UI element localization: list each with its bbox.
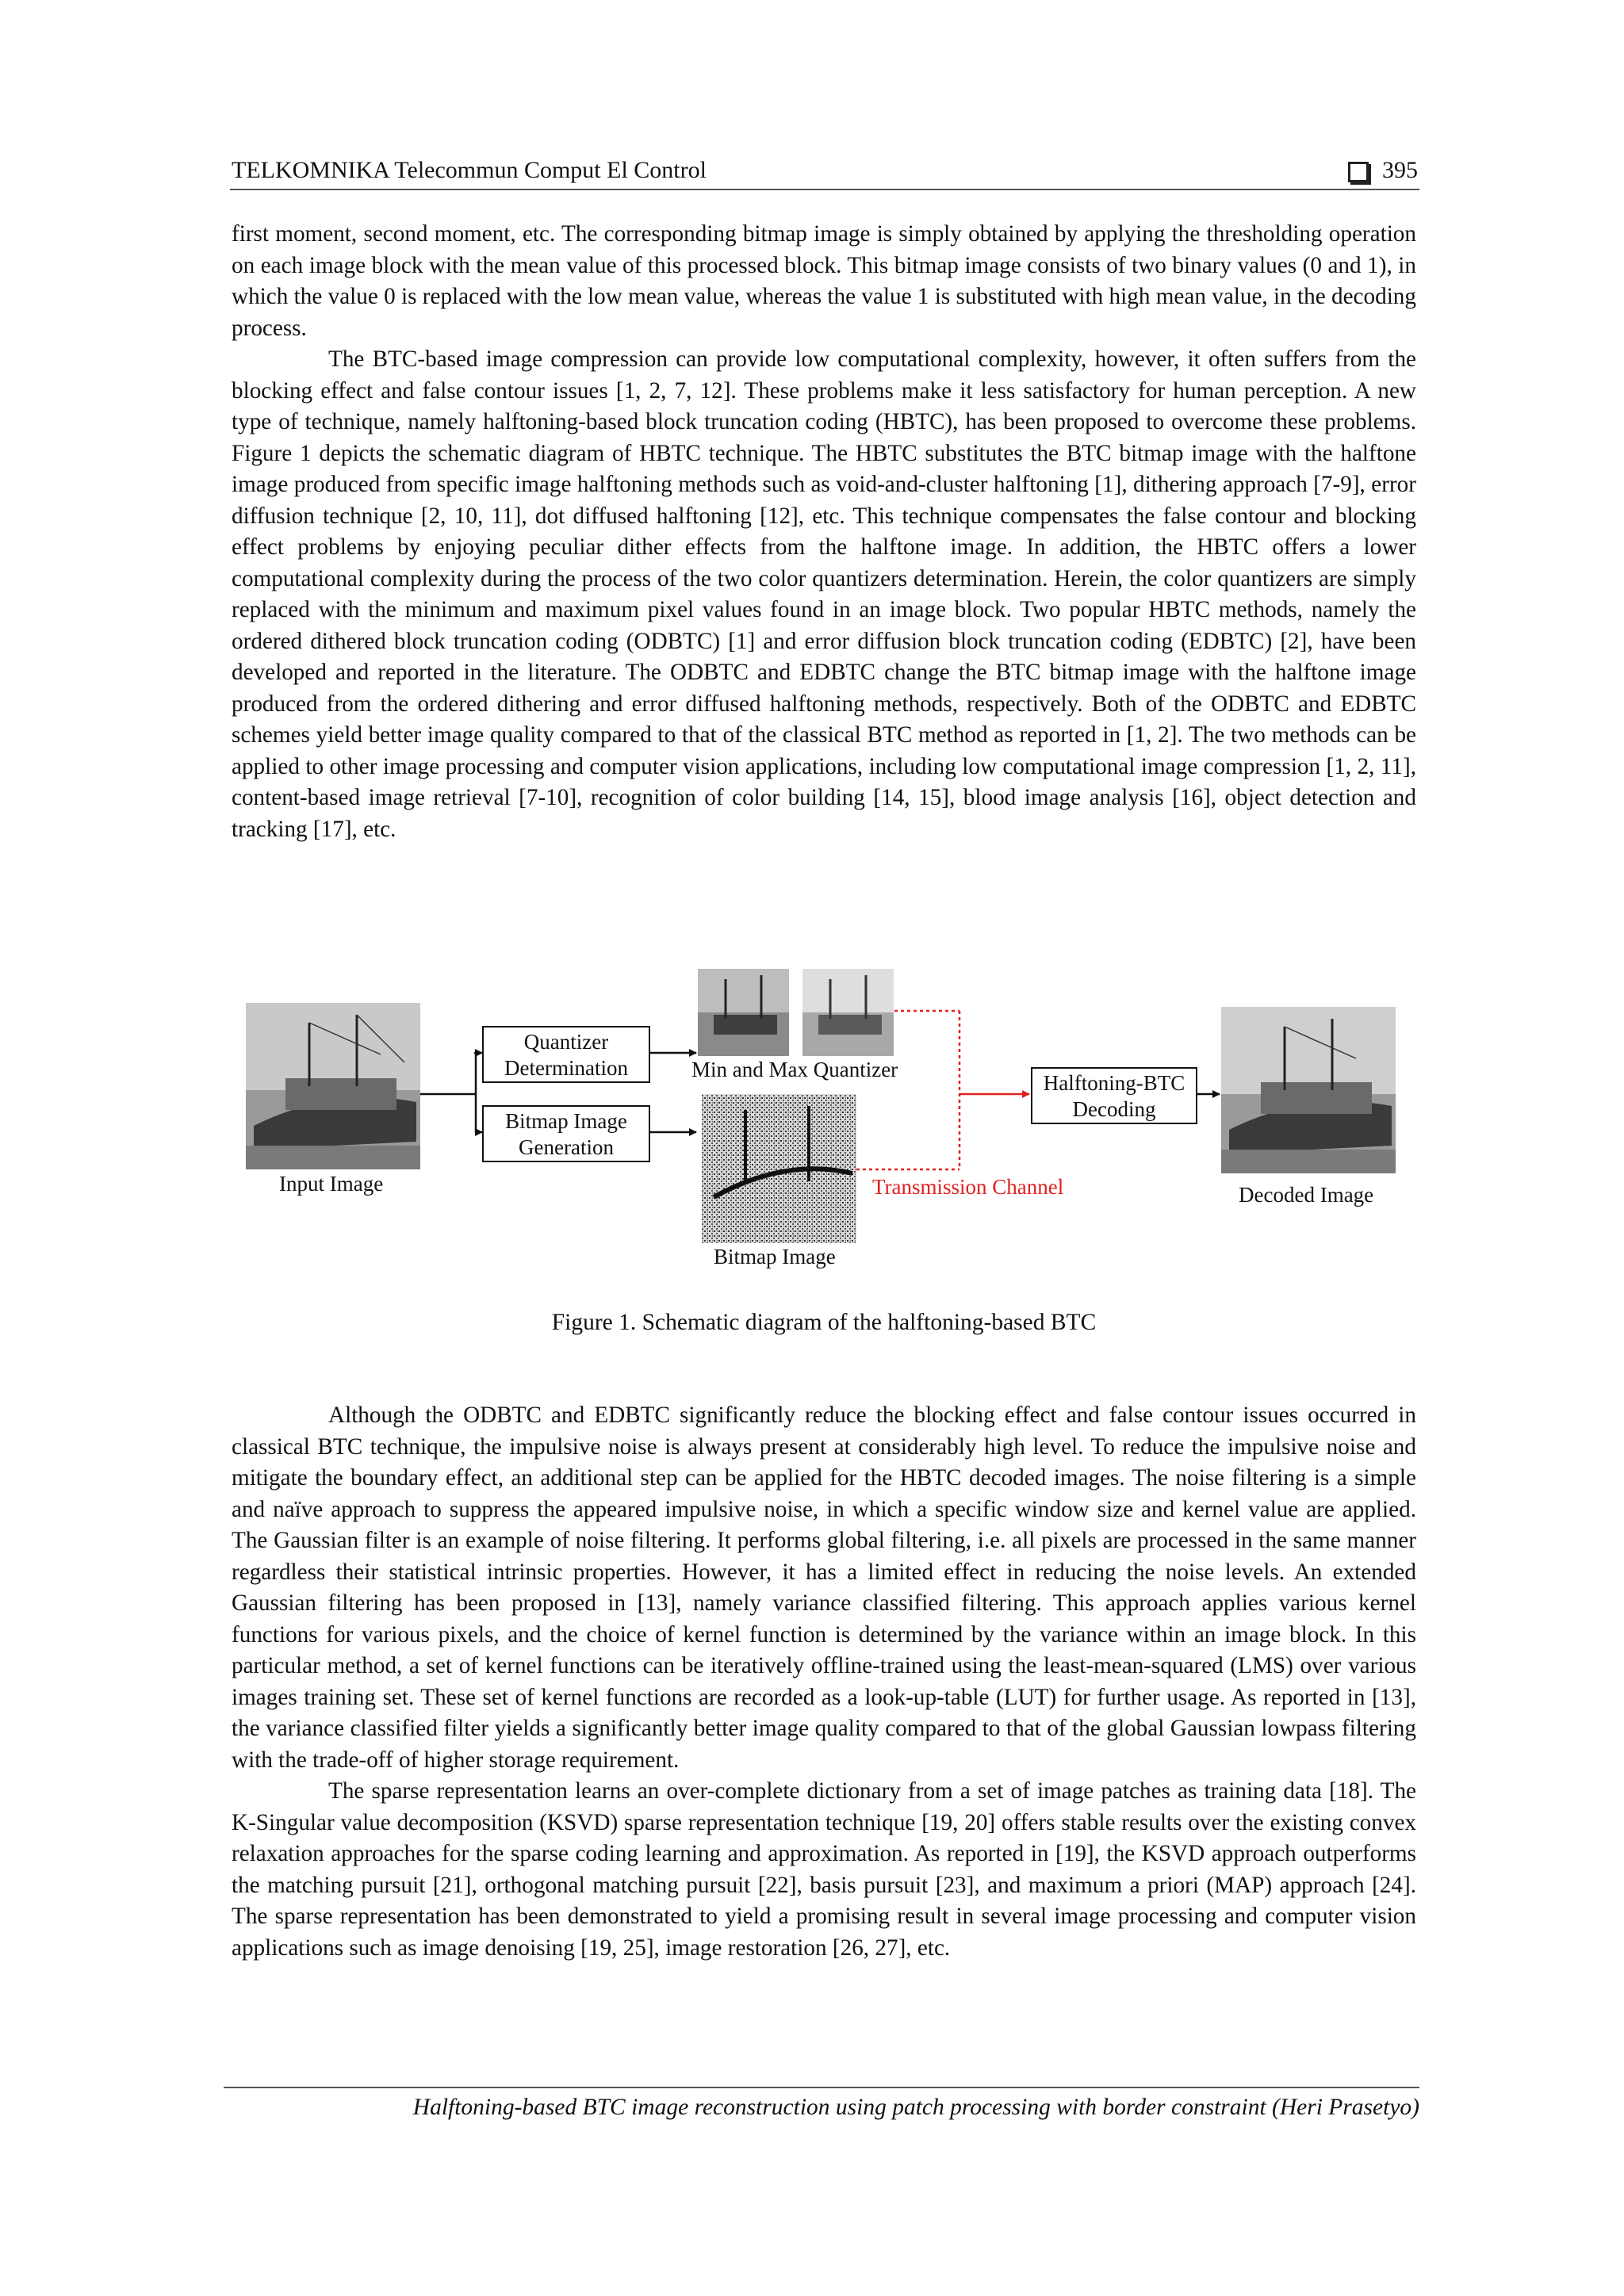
decoded-image-label: Decoded Image — [1239, 1183, 1374, 1207]
paragraph: Although the ODBTC and EDBTC significantly reduce the blocking effect and false contour issues occurred in classical BTC technique, the impulsive noise is always present at considerably high level. To reduce the impulsive noise and mitigate the boundary effect, an additional step can be applied for the HBTC decoded images. The noise filtering is a simple and naïve approach to suppress the appeared impulsive noise, in which a specific window size and kernel value are applied. The Gaussian filter is an example of noise filtering. It performs global filtering, i.e. all pixels are processed in the same manner regardless their statistical intrinsic properties. However, it has a limited effect in reducing the noise levels. An extended Gaussian filtering has been proposed in [13], namely variance classified filtering. This approach applies various kernel functions for various pixels, and the choice of kernel function is determined by the variance within an image block. In this particular method, a set of kernel functions can be iteratively offline-trained using the least-mean-squared (LMS) over various images training set. These set of kernel functions are recorded as a look-up-table (LUT) for further usage. As reported in [13], the variance classified filter yields a significantly better image quality compared to that of the global Gaussian lowpass filtering with the trade-off of higher storage requirement. — [232, 1402, 1416, 1773]
input-image — [246, 1003, 420, 1169]
decoded-image — [1221, 1007, 1396, 1173]
body-section-1 — [232, 219, 1416, 845]
paragraph: first moment, second moment, etc. The corresponding bitmap image is simply obtained by applying the thresholding operation on each image block with the mean value of this processed block. This bitmap image consists of two binary values (0 and 1), in which the value 0 is replaced with the low mean value, whereas the value 1 is substituted with high mean value, in the decoding process. — [232, 221, 1416, 341]
max-quantizer-image — [802, 969, 894, 1056]
transmission-channel-label: Transmission Channel — [872, 1175, 1064, 1199]
diagram-connectors — [238, 959, 1427, 1276]
minmax-quantizer-label: Min and Max Quantizer — [691, 1058, 898, 1081]
bitmap-image — [702, 1094, 856, 1243]
body-section-2 — [232, 1400, 1416, 1964]
bitmap-image-label: Bitmap Image — [714, 1245, 836, 1269]
page-number: 395 — [1382, 157, 1418, 183]
figure-caption: Figure 1. Schematic diagram of the halftoning-based BTC — [551, 1310, 1097, 1335]
figure-1-diagram — [238, 959, 1427, 1276]
paragraph: The BTC-based image compression can provide low computational complexity, however, it often suffers from the blocking effect and false contour issues [1, 2, 7, 12]. These problems make it less satisfactory for human perception. A new type of technique, namely halftoning-based block truncation coding (HBTC), has been proposed to overcome these problems. Figure 1 depicts the schematic diagram of HBTC technique. The HBTC substitutes the BTC bitmap image with the halftone image produced from specific image halftoning methods such as void-and-cluster halftoning [1], dithering approach [7-9], error diffusion technique [2, 10, 11], dot diffused halftoning [12], etc. This technique compensates the false contour and blocking effect problems by enjoying peculiar dither effects from the halftone image. In addition, the HBTC offers a lower computational complexity during the process of the two color quantizers determination. Herein, the color quantizers are simply replaced with the minimum and maximum pixel values found in an image block. Two popular HBTC methods, namely the ordered dithered block truncation coding (ODBTC) [1] and error diffusion block truncation coding (EDBTC) [2], have been developed and reported in the literature. The ODBTC and EDBTC change the BTC bitmap image with the halftone image produced from the ordered dithering and error diffused halftoning methods, respectively. Both of the ODBTC and EDBTC schemes yield better image quality compared to that of the classical BTC method as reported in [1, 2]. The two methods can be applied to other image processing and computer vision applications, including low computational image compression [1, 2, 11], content-based image retrieval [7-10], recognition of color building [14, 15], blood image analysis [16], object detection and tracking [17], etc. — [232, 346, 1416, 842]
halftoning-btc-decoding-box: Halftoning-BTC Decoding — [1031, 1067, 1197, 1124]
square-icon — [1348, 162, 1369, 182]
paragraph: The sparse representation learns an over-complete dictionary from a set of image patches as training data [18]. The K-Singular value decomposition (KSVD) sparse representation technique [19, 20] offers stable results over the existing convex relaxation approaches for the sparse coding learning and approximation. As reported in [19], the KSVD approach outperforms the matching pursuit [21], orthogonal matching pursuit [22], basis pursuit [23], and maximum a priori (MAP) approach [24]. The sparse representation has been demonstrated to yield a promising result in several image processing and computer vision applications such as image denoising [19, 25], image restoration [26, 27], etc. — [232, 1778, 1416, 1961]
journal-name: TELKOMNIKA Telecommun Comput El Control — [232, 157, 707, 183]
running-footer: Halftoning-based BTC image reconstruction using patch processing with border constraint (Heri Prasetyo) — [224, 2087, 1419, 2121]
input-image-label: Input Image — [279, 1172, 384, 1196]
min-quantizer-image — [698, 969, 789, 1056]
running-header — [230, 155, 1419, 190]
bitmap-generation-box: Bitmap Image Generation — [482, 1105, 650, 1162]
quantizer-determination-box: Quantizer Determination — [482, 1026, 650, 1083]
